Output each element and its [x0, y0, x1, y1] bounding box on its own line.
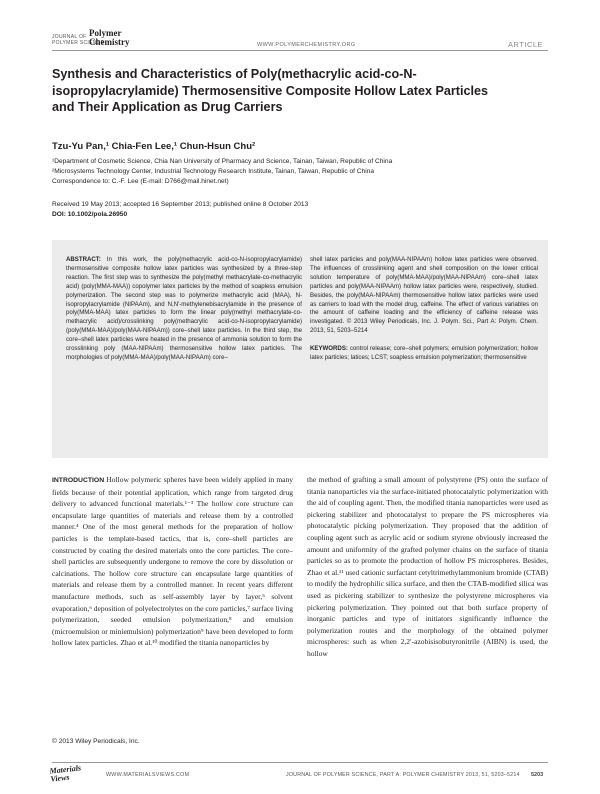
affiliation-2: ²Microsystems Technology Center, Industrial Technology Research Institute, Tainan, Taiwan, Republic of China — [52, 168, 375, 175]
doi[interactable]: DOI: 10.1002/pola.26950 — [52, 211, 128, 218]
publication-dates: Received 19 May 2013; accepted 16 September 2013; published online 8 October 2013 — [52, 201, 309, 208]
keywords-text: control release; core–shell polymers; emulsion polymerization; hollow latex particles; latices; LCST; soapless emulsion polymerization; thermosensitive — [310, 345, 538, 362]
introduction-heading: INTRODUCTION — [52, 477, 105, 484]
journal-logo: Polymer Chemistry — [89, 28, 130, 47]
footer-url[interactable]: WWW.MATERIALSVIEWS.COM — [106, 772, 190, 778]
header-url[interactable]: WWW.POLYMERCHEMISTRY.ORG — [257, 42, 356, 48]
journal-logo-small: JOURNAL OF POLYMER SCIENCE — [52, 34, 105, 46]
page-number: 5203 — [531, 772, 544, 778]
section-label: ARTICLE — [508, 40, 544, 49]
body-left-column — [52, 474, 293, 649]
header-divider — [52, 50, 548, 51]
abstract-left-column — [66, 256, 302, 363]
materials-views-logo: Materials Views — [49, 763, 82, 784]
body-text-left: Hollow polymeric spheres have been widely applied in many fields because of their potential application, which range from targeted drug delivery to advanced functional materials.¹⁻³ The hollow core structure can encapsulate large quantities of materials and release them by a controlled manner.⁴ One of the most general methods for the preparation of hollow particles is the template-based tactics, that is, core–shell particles are constructed by coating the desired materials onto the core particles. The core–shell particles are subsequently undergone to remove the core by dissolution or calcinations. The hollow core structure can encapsulate large quantities of materials and release them by a controlled manner. In recent years different manufacture methods, such as self-assembly layer by layer,⁵ solvent evaporation,⁶ deposition of polyelectrolytes on the core particles,⁷ surface living polymerization, seeded emulsion polymerization,⁸ and emulsion (microemulsion or miniemulsion) polymerization⁹ have been developed to form hollow latex particles. Zhao et al.¹⁰ modified the titania nanoparticles by — [52, 475, 294, 648]
abstract-label: ABSTRACT: — [66, 256, 101, 263]
correspondence: Correspondence to: C.-F. Lee (E-mail: D766@mail.hinet.net) — [52, 178, 229, 185]
abstract-box — [52, 240, 548, 458]
article-title: Synthesis and Characteristics of Poly(methacrylic acid-co-N-isopropylacrylamide) Thermosensitive Composite Hollow Latex Particles and Their Application as Drug Carriers — [52, 67, 489, 114]
keywords-label: KEYWORDS: — [310, 345, 348, 353]
copyright: © 2013 Wiley Periodicals, Inc. — [52, 738, 140, 745]
body-right-column — [307, 474, 548, 660]
authors: Tzu-Yu Pan,¹ Chia-Fen Lee,¹ Chun-Hsun Chu² — [52, 141, 256, 152]
body-text-right: the method of grafting a small amount of polystyrene (PS) onto the surface of titania nanoparticles via the surface-initiated photocatalytic polymerization with the aid of coupling agent. Then, the modified titania nanoparticles were used as pickering stabilizer and photocatalyst to prepare the PS microspheres via photocatalytic picking polymerization. They proposed that the addition of coupling agent such as acrylic acid or sodium styrene obviously increased the amount and uniformity of the grafted polymer chains on the surface of titania particles so as to promote the production of hollow PS microspheres. Besides, Zhao et al.¹¹ used cationic surfactant cetyltrimethylammonium bromide (CTAB) to modify the hydrophilic silica surface, and then the CTAB-modified silica was used as pickering stabilizer to synthesize the polystyrene microspheres via pickering polymerization. They pointed out that both surface property of inorganic particles and type of initiators significantly influence the polymerization routes and the morphology of the obtained polymer microspheres: such as when 2,2′-azobisisobutyronitrile (AIBN) is used, the hollow — [307, 475, 548, 658]
abstract-text-left: In this work, the poly(methacrylic acid-co-N-isopropylacrylamide) thermosensitive composite hollow latex particles was synthesized by a three-step reaction. The first step was to synthesize the poly(methyl methacrylate-co-methacrylic acid) (poly(MMA-MAA)) copolymer latex particles by the method of soapless emulsion polymerization. The second step was to polymerize methacrylic acid (MAA), N-isopropylacrylamide (NIPAAm), and N,N′-methylenebisacrylamide in the presence of poly(MMA-MAA) latex particles to form the linear poly(methyl methacrylate-co-methacrylic acid)/crosslinking poly(methacrylic acid-co-N-isopropylacrylamide) (poly(MMA-MAA)/poly(MAA-NIPAAm)) core–shell latex particles. In the third step, the core–shell latex particles were heated in the presence of ammonia solution to form the crosslinking poly (MAA-NIPAAm) thermosensitive hollow latex particles. The morphologies of poly(MMA-MAA)/poly(MAA-NIPAAm) core– — [66, 256, 302, 361]
abstract-right-column — [310, 256, 538, 363]
footer-divider — [52, 762, 548, 763]
abstract-text-right: shell latex particles and poly(MAA-NIPAAm) hollow latex particles were observed. The influences of crosslinking agent and shell composition on the lower critical solution temperature of poly(MMA-MAA)/poly(MAA-NIPAAm) core–shell latex particles and poly(MAA-NIPAAm) hollow latex particles were, respectively, studied. Besides, the poly(MAA-NIPAAm) thermosensitive hollow latex particles were used as carriers to load with the model drug, caffeine. The effect of various variables on the amount of caffeine loading and the efficiency of caffeine release was investigated. © 2013 Wiley Periodicals, Inc. J. Polym. Sci., Part A: Polym. Chem. 2013, 51, 5203–5214 — [310, 256, 538, 335]
affiliation-1: ¹Department of Cosmetic Science, Chia Nan University of Pharmacy and Science, Tainan, Taiwan, Republic of China — [52, 158, 393, 165]
footer-journal: JOURNAL OF POLYMER SCIENCE, PART A: POLYMER CHEMISTRY 2013, 51, 5203–5214 — [286, 772, 520, 778]
keywords — [310, 345, 538, 363]
